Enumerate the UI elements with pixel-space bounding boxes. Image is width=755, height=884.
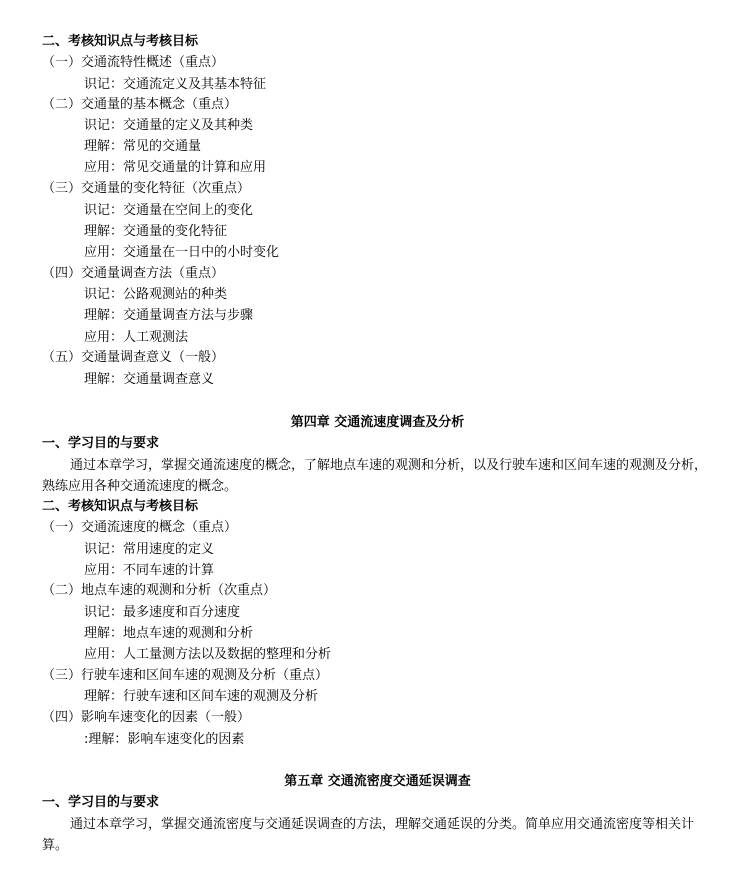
list-item: 识记：最多速度和百分速度 bbox=[84, 605, 241, 620]
list-item: 应用：交通量在一日中的小时变化 bbox=[84, 245, 280, 260]
list-item: 理解：地点车速的观测和分析 bbox=[84, 626, 254, 641]
group-title: （四）交通量调查方法（重点） bbox=[42, 266, 225, 281]
list-item: 理解：交通量调查意义 bbox=[84, 372, 215, 387]
group-title: （三）行驶车速和区间车速的观测及分析（重点） bbox=[42, 668, 329, 683]
paragraph-line: 通过本章学习，掌握交通流速度的概念，了解地点车速的观测和分析，以及行驶车速和区间车速的观测及分析， bbox=[70, 458, 708, 473]
group-title: （一）交通流特性概述（重点） bbox=[42, 55, 225, 70]
group-title: （三）交通量的变化特征（次重点） bbox=[42, 181, 251, 196]
section-heading-goals: 一、学习目的与要求 bbox=[42, 436, 160, 451]
list-item: 识记：常用速度的定义 bbox=[84, 542, 215, 557]
chapter-title: 第五章 交通流密度交通延误调查 bbox=[284, 774, 471, 789]
list-item: 识记：公路观测站的种类 bbox=[84, 287, 228, 302]
list-item: :理解：影响车速变化的因素 bbox=[84, 732, 245, 747]
list-item: 应用：人工观测法 bbox=[84, 330, 189, 345]
list-item: 识记：交通流定义及其基本特征 bbox=[84, 77, 267, 92]
list-item: 理解：交通量调查方法与步骤 bbox=[84, 308, 254, 323]
section-heading-exam-points: 二、考核知识点与考核目标 bbox=[42, 499, 199, 514]
section-heading-exam-points: 二、考核知识点与考核目标 bbox=[42, 34, 199, 49]
list-item: 应用：不同车速的计算 bbox=[84, 563, 215, 578]
group-title: （四）影响车速变化的因素（一般） bbox=[42, 710, 251, 725]
group-title: （二）交通量的基本概念（重点） bbox=[42, 97, 238, 112]
paragraph-line: 通过本章学习，掌握交通流密度与交通延误调查的方法，理解交通延误的分类。简单应用交通流密度等相关计 bbox=[70, 817, 695, 832]
group-title: （一）交通流速度的概念（重点） bbox=[42, 520, 238, 535]
list-item: 理解：行驶车速和区间车速的观测及分析 bbox=[84, 689, 319, 704]
chapter-title: 第四章 交通流速度调查及分析 bbox=[290, 415, 465, 430]
paragraph-line: 熟练应用各种交通流速度的概念。 bbox=[42, 479, 238, 494]
list-item: 识记：交通量在空间上的变化 bbox=[84, 203, 254, 218]
paragraph-line: 算。 bbox=[42, 838, 69, 853]
group-title: （五）交通量调查意义（一般） bbox=[42, 350, 225, 365]
group-title: （二）地点车速的观测和分析（次重点） bbox=[42, 583, 277, 598]
section-heading-goals: 一、学习目的与要求 bbox=[42, 795, 160, 810]
list-item: 应用：常见交通量的计算和应用 bbox=[84, 160, 267, 175]
list-item: 理解：常见的交通量 bbox=[84, 139, 202, 154]
list-item: 理解：交通量的变化特征 bbox=[84, 224, 228, 239]
list-item: 识记：交通量的定义及其种类 bbox=[84, 118, 254, 133]
list-item: 应用：人工量测方法以及数据的整理和分析 bbox=[84, 647, 332, 662]
